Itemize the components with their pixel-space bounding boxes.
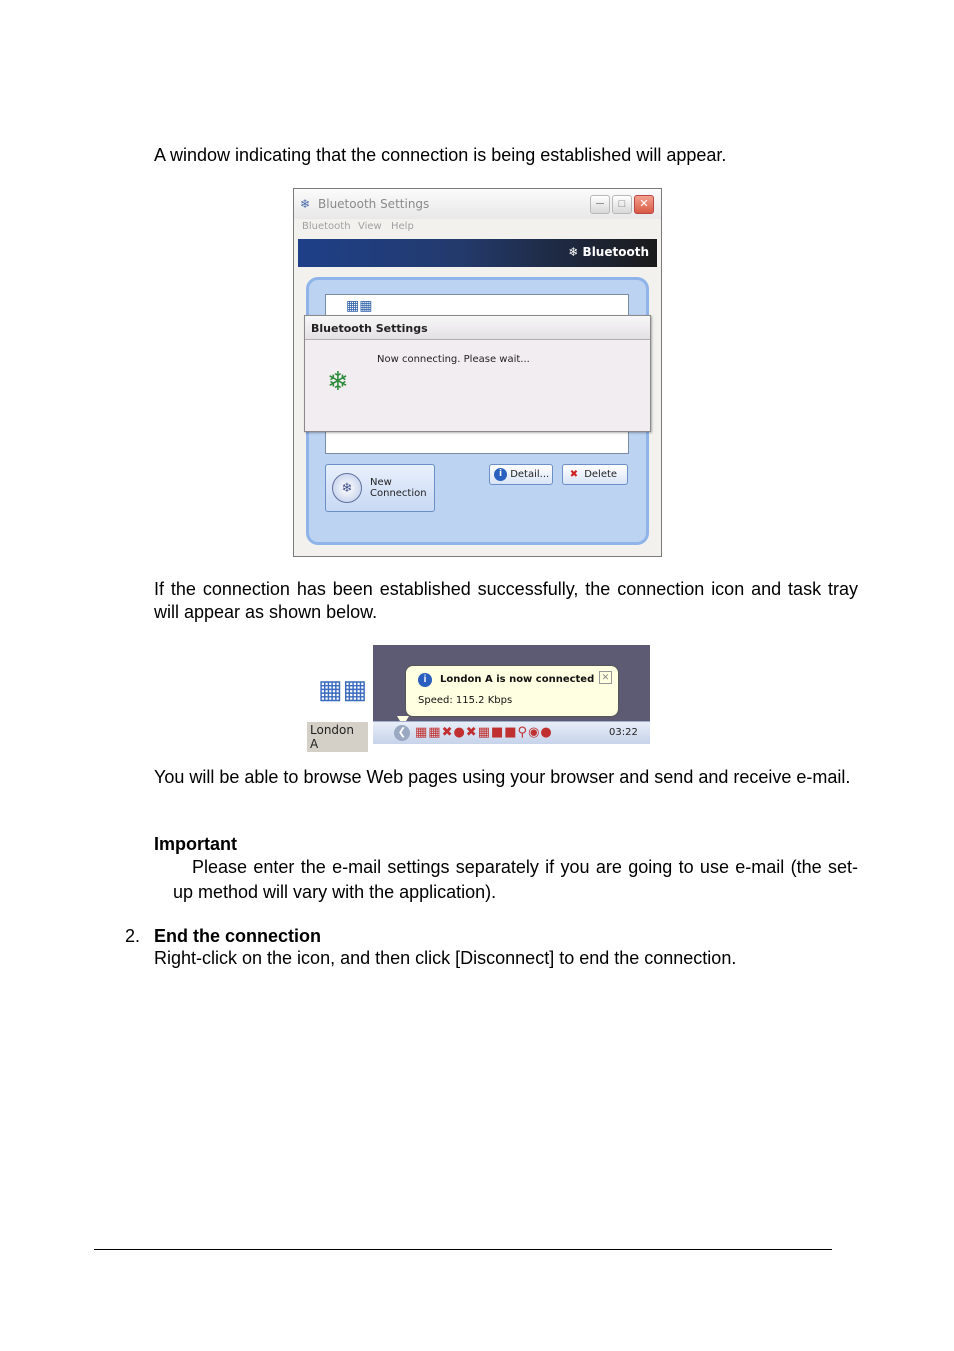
maximize-icon[interactable]: □ xyxy=(612,195,632,214)
important-body: Please enter the e-mail settings separately if you are going to use e-mail (the set-up method will vary with the application). xyxy=(173,857,858,902)
window-titlebar xyxy=(294,189,661,219)
important-heading: Important xyxy=(154,834,237,854)
intro-paragraph: A window indicating that the connection is being established will appear. xyxy=(154,145,727,165)
step-body: Right-click on the icon, and then click [Disconnect] to end the connection. xyxy=(154,948,737,968)
footer-rule xyxy=(94,1249,832,1250)
chevron-left-icon[interactable]: ❮ xyxy=(394,725,410,741)
delete-label: Delete xyxy=(584,469,618,480)
balloon-close-icon[interactable]: ✕ xyxy=(599,671,612,684)
step-number: 2. xyxy=(125,926,141,946)
tray-clock[interactable]: 03:22 xyxy=(609,727,638,738)
tray-icons[interactable]: ▦▦✖●✖▦■■⚲◉● xyxy=(415,725,553,740)
dialog-titlebar xyxy=(305,316,650,340)
delete-icon: ✖ xyxy=(569,469,579,480)
browse-paragraph: You will be able to browse Web pages using your browser and send and receive e-mail. xyxy=(154,767,851,787)
delete-button[interactable] xyxy=(562,464,628,485)
window-title: Bluetooth Settings xyxy=(318,197,430,211)
minimize-icon[interactable]: ─ xyxy=(590,195,610,214)
dialog-title: Bluetooth Settings xyxy=(311,322,428,335)
close-icon[interactable]: ✕ xyxy=(634,195,654,214)
info-icon: i xyxy=(494,468,507,481)
menu-view[interactable]: View xyxy=(358,221,382,232)
new-connection-button[interactable] xyxy=(325,464,435,512)
menu-bluetooth[interactable]: Bluetooth xyxy=(302,221,351,232)
system-tray xyxy=(373,721,650,744)
step-heading: End the connection xyxy=(154,926,322,946)
detail-button[interactable] xyxy=(489,464,553,485)
bluetooth-icon: ❄ xyxy=(300,197,311,211)
detail-label: Detail... xyxy=(510,469,550,480)
connected-balloon[interactable] xyxy=(405,665,619,717)
connection-icon-label: London A xyxy=(307,722,368,752)
bluetooth-banner xyxy=(298,239,657,267)
menu-help[interactable]: Help xyxy=(391,221,414,232)
connection-shortcut[interactable] xyxy=(306,672,368,751)
task-tray-screenshot xyxy=(373,645,650,744)
success-paragraph: If the connection has been established successfully, the connection icon and task tray will appear as shown below. xyxy=(154,579,858,622)
connecting-icon: ❄ xyxy=(327,366,349,396)
connecting-dialog xyxy=(304,315,651,432)
network-icon[interactable]: ▦▦ xyxy=(346,297,373,313)
info-icon: i xyxy=(418,673,432,687)
balloon-title: London A is now connected xyxy=(440,674,595,685)
dialog-message: Now connecting. Please wait... xyxy=(377,354,530,365)
new-connection-label: New Connection xyxy=(370,477,427,499)
bluetooth-settings-window xyxy=(293,188,662,557)
network-connection-icon: ▦▦ xyxy=(318,674,368,704)
bluetooth-logo: ❄ Bluetooth xyxy=(568,245,649,259)
menu-bar xyxy=(294,219,661,237)
balloon-speed: Speed: 115.2 Kbps xyxy=(418,695,513,706)
bluetooth-search-icon: ❄ xyxy=(332,473,362,503)
bluetooth-logo-text: Bluetooth xyxy=(582,245,649,259)
